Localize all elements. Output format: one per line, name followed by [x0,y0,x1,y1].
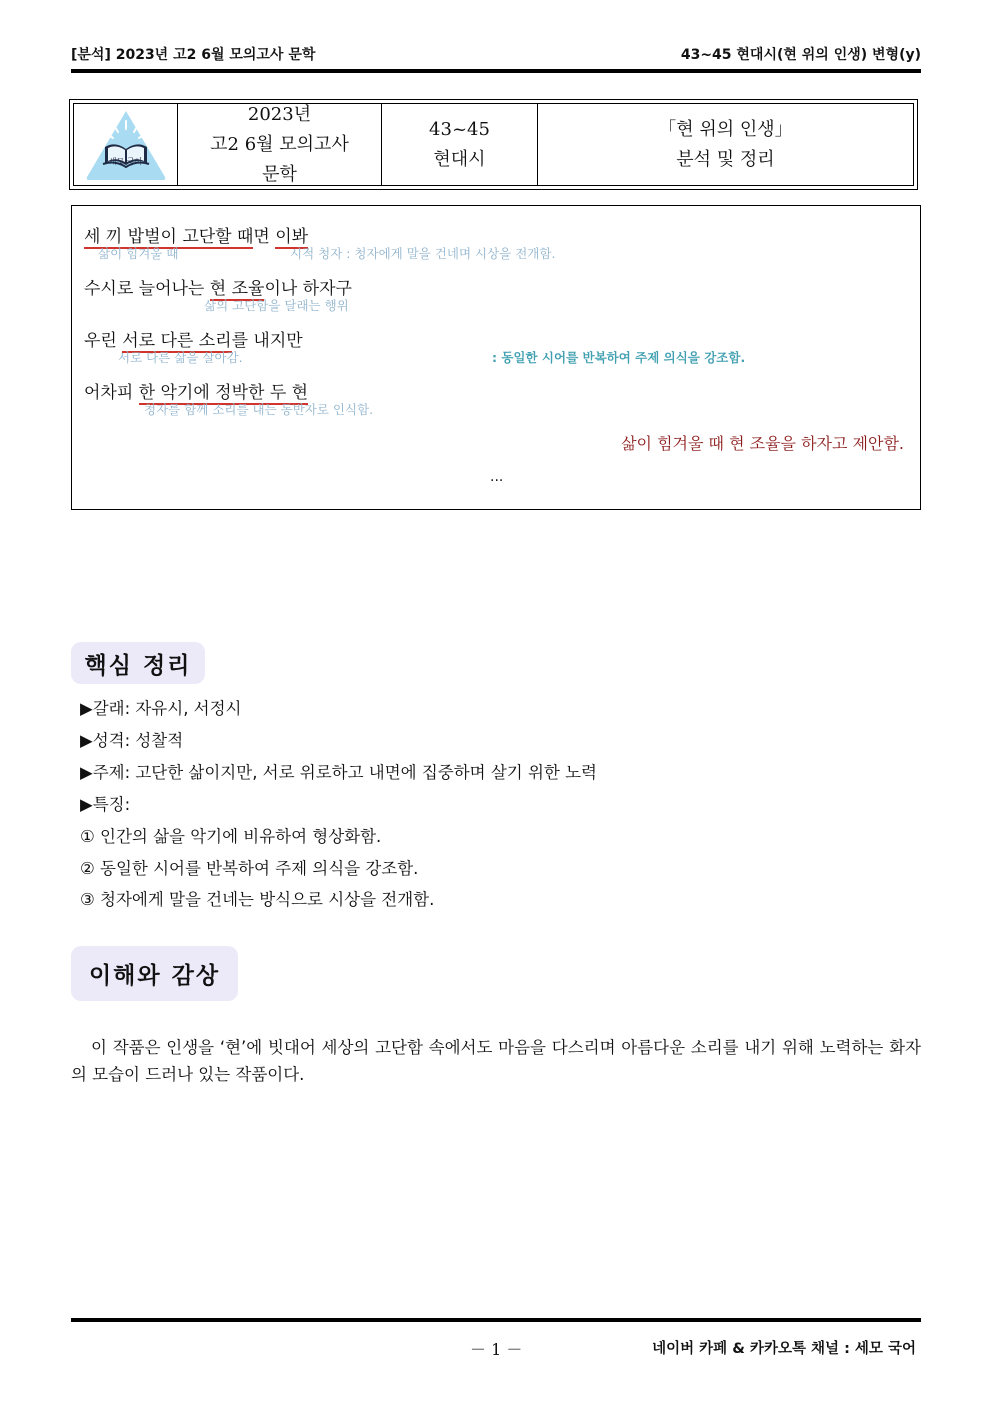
poem-ellipsis: ... [490,469,504,485]
appreciation-paragraph: 이 작품은 인생을 ‘현’에 빗대어 세상의 고단함 속에서도 마음을 다스리며 아름다운 소리를 내기 위해 노력하는 화자의 모습이 드러나 있는 작품이다. [71,1038,921,1084]
feature-item: ③ 청자에게 말을 건네는 방식으로 시상을 전개함. [80,890,435,909]
header-divider [71,69,921,73]
question-number: 43~45 [429,118,490,140]
annotation: 삶의 고단함을 달래는 행위 [204,298,349,313]
page-header [71,44,921,66]
poem-text: 면 [253,227,276,247]
repetition-annotation: : 동일한 시어를 반복하여 주제 의식을 강조함. [492,350,746,365]
summary-annotation: 삶이 힘겨울 때 현 조율을 하자고 제안함. [621,434,904,453]
page-number: － 1 － [470,1340,523,1359]
work-title-cell [538,104,913,185]
exam-subject: 문학 [262,163,297,185]
header-left-title: [분석] 2023년 고2 6월 모의고사 문학 [71,47,316,63]
section-title-appreciation: 이해와 감상 [71,946,238,1001]
question-genre: 현대시 [433,148,486,170]
logo-text: 세모 국어 [108,156,143,166]
annotation: 서로 다른 삶을 살아감. [118,350,243,365]
section-title-key-summary: 핵심 정리 [71,642,205,684]
book-logo-icon [83,107,169,183]
underlined-phrase: 서로 다른 소리 [122,331,232,351]
work-title: 「현 위의 인생」 [658,118,793,140]
exam-grade: 고2 6월 모의고사 [210,133,349,155]
poem-text: 어차피 [84,383,139,403]
underlined-phrase: 한 악기에 정박한 두 현 [138,383,309,403]
logo-cell [74,104,178,185]
work-subtitle: 분석 및 정리 [676,148,775,170]
info-table [69,99,918,190]
summary-item: ▶특징: [80,795,131,814]
annotation: 시적 청자 : 청자에게 말을 건네며 시상을 전개함. [290,246,556,261]
annotation: 청자를 함께 소리를 내는 동반자로 인식함. [144,402,374,417]
underlined-phrase: 세 끼 밥벌이 고단할 때 [84,227,254,247]
summary-item: ▶주제: 고단한 삶이지만, 서로 위로하고 내면에 집중하며 살기 위한 노력 [80,763,597,782]
poem-text: 수시로 늘어나는 [84,279,210,299]
poem-text: 이나 하자구 [264,279,352,299]
summary-item: ▶성격: 성찰적 [80,731,184,750]
poem-text: 우린 [84,331,123,351]
underlined-phrase: 현 조율 [209,279,265,299]
header-right-title: 43~45 현대시(현 위의 인생) 변형(y) [680,47,921,63]
annotation: 삶이 힘겨울 때 [98,246,179,261]
feature-item: ① 인간의 삶을 악기에 비유하여 형상화함. [80,827,382,846]
poem-analysis-box [71,205,921,510]
summary-item: ▶갈래: 자유시, 서정시 [80,699,242,718]
feature-item: ② 동일한 시어를 반복하여 주제 의식을 강조함. [80,859,419,878]
exam-cell [178,104,382,185]
footer-channel: 네이버 카페 & 카카오톡 채널 : 세모 국어 [652,1341,916,1357]
footer-divider [71,1318,921,1322]
poem-text: 를 내지만 [231,331,303,351]
question-number-cell [382,104,538,185]
exam-year: 2023년 [247,103,312,125]
underlined-phrase: 이봐 [275,227,309,247]
